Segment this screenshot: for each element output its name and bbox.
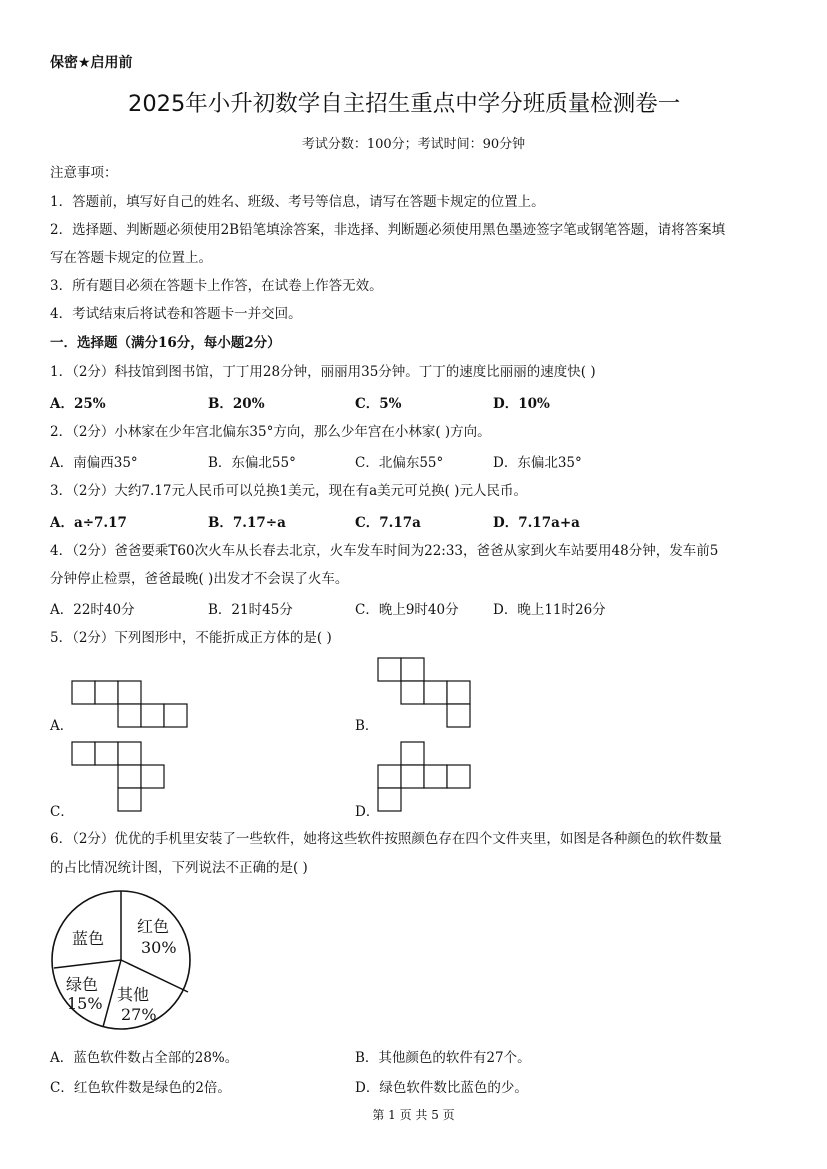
note-item-1: 1．答题前，填写好自己的姓名、班级、考号等信息，请写在答题卡规定的位置上。 [50, 194, 545, 210]
pie-label-red: 红色 [137, 917, 170, 936]
q2-option-b: B．东偏北55° [208, 455, 296, 471]
q5-option-c-label: C． [50, 804, 74, 820]
section-heading: 一．选择题（满分16分，每小题2分） [50, 335, 281, 351]
q3-option-c: C．7.17a [355, 515, 421, 531]
q6-option-a: A．蓝色软件数占全部的28%。 [50, 1050, 239, 1066]
pie-label-other: 其他 [117, 985, 150, 1004]
q5-option-b-label: B． [355, 718, 379, 734]
q5-stem: 5．（2分）下列图形中，不能折成正方体的是( ) [50, 630, 332, 646]
exam-subtitle: 考试分数：100分；考试时间：90分钟 [301, 137, 526, 152]
pie-label-red-pct: 30% [141, 938, 177, 957]
q4-stem-line2: 分钟停止检票，爸爸最晚( )出发才不会误了火车。 [50, 571, 349, 587]
exam-title: 2025年小升初数学自主招生重点中学分班质量检测卷一 [128, 91, 681, 117]
pie-label-blue: 蓝色 [72, 929, 105, 948]
q4-option-d: D．晚上11时26分 [493, 602, 606, 618]
q6-option-b: B．其他颜色的软件有27个。 [355, 1050, 531, 1066]
q1-option-d: D．10% [493, 396, 550, 412]
note-item-2-cont: 写在答题卡规定的位置上。 [50, 250, 212, 266]
pie-label-other-pct: 27% [121, 1005, 157, 1024]
note-item-4: 4．考试结束后将试卷和答题卡一并交回。 [50, 306, 302, 322]
q4-option-a: A．22时40分 [50, 602, 135, 618]
note-item-2: 2．选择题、判断题必须使用2B铅笔填涂答案，非选择、判断题必须使用黑色墨迹签字笔或钢笔答题，请将答案填 [50, 222, 726, 238]
q1-stem: 1．（2分）科技馆到图书馆，丁丁用28分钟，丽丽用35分钟。丁丁的速度比丽丽的速度快( ) [50, 364, 596, 380]
page-footer: 第 1 页 共 5 页 [372, 1108, 455, 1122]
q3-option-b: B．7.17÷a [208, 515, 286, 531]
confidential-label: 保密★启用前 [50, 55, 133, 71]
q4-stem-line1: 4．（2分）爸爸要乘T60次火车从长春去北京，火车发车时间为22:33，爸爸从家到火车站要用48分钟，发车前5 [50, 543, 719, 559]
pie-label-green-pct: 15% [67, 994, 103, 1013]
q1-option-b: B．20% [208, 396, 265, 412]
q2-option-d: D．东偏北35° [493, 455, 582, 471]
q6-stem-line1: 6．（2分）优优的手机里安装了一些软件，她将这些软件按照颜色存在四个文件夹里，如图是各种颜色的软件数量 [50, 831, 722, 847]
net-d [378, 742, 470, 811]
q1-option-a: A．25% [50, 396, 106, 412]
q5-option-a-label: A． [50, 718, 74, 734]
q4-option-c: C．晚上9时40分 [355, 602, 459, 618]
q5-option-d-label: D． [355, 804, 380, 820]
net-b [378, 658, 470, 727]
q4-option-b: B．21时45分 [208, 602, 293, 618]
q1-option-c: C．5% [355, 396, 402, 412]
net-c [72, 742, 164, 811]
q3-stem: 3．（2分）大约7.17元人民币可以兑换1美元，现在有a美元可兑换( )元人民币。 [50, 483, 527, 499]
q6-option-c: C．红色软件数是绿色的2倍。 [50, 1080, 231, 1096]
q3-option-d: D．7.17a+a [493, 515, 580, 531]
q3-option-a: A．a÷7.17 [50, 515, 127, 531]
notes-heading: 注意事项： [50, 165, 118, 181]
q6-option-d: D．绿色软件数比蓝色的少。 [355, 1080, 528, 1096]
q2-option-a: A．南偏西35° [50, 455, 138, 471]
net-a [72, 681, 187, 727]
pie-label-green: 绿色 [66, 975, 99, 994]
q2-option-c: C．北偏东55° [355, 455, 444, 471]
q2-stem: 2．（2分）小林家在少年宫北偏东35°方向，那么少年宫在小林家( )方向。 [50, 424, 491, 440]
q6-stem-line2: 的占比情况统计图，下列说法不正确的是( ) [50, 860, 308, 876]
note-item-3: 3．所有题目必须在答题卡上作答，在试卷上作答无效。 [50, 278, 383, 294]
